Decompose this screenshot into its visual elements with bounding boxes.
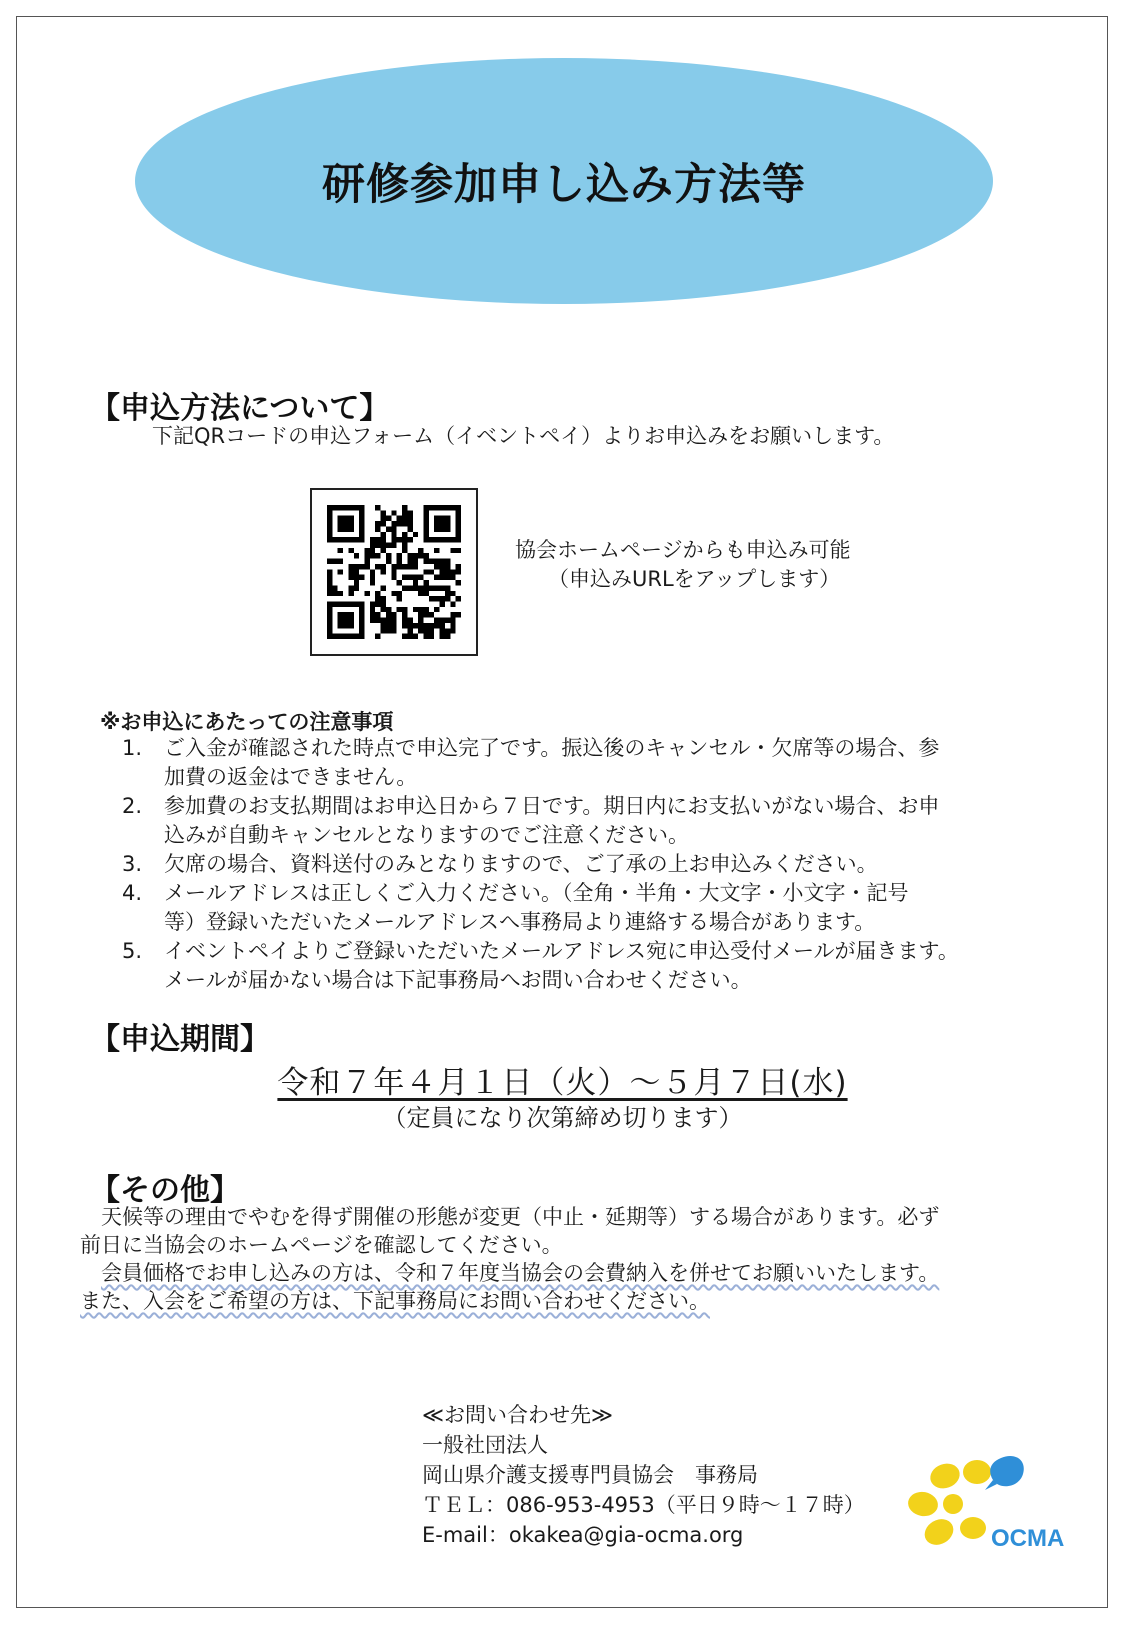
flower-logo-icon: [905, 1446, 1065, 1558]
note-item: [116, 879, 1056, 937]
other-p2-line1: 会員価格でお申し込みの方は、令和７年度当協会の会費納入を併せてお願いいたします。: [101, 1261, 940, 1285]
note-line: 参加費のお支払期間はお申込日から７日です。期日内にお支払いがない場合、お申: [164, 794, 940, 818]
note-item: [116, 850, 1056, 879]
homepage-note-line1: 協会ホームページからも申込み可能: [515, 538, 851, 562]
note-item: [116, 734, 1056, 792]
title-banner: [135, 58, 993, 304]
qr-code-icon: [327, 505, 461, 639]
apply-heading: 【申込方法について】: [90, 391, 390, 426]
note-item: [116, 792, 1056, 850]
note-number: 3.: [122, 852, 143, 876]
note-line: 加費の返金はできません。: [164, 765, 418, 789]
ocma-logo: [905, 1446, 1065, 1562]
other-heading: 【その他】: [90, 1173, 240, 1208]
contact-tel: ＴＥＬ：086-953-4953（平日９時～１７時）: [422, 1493, 865, 1517]
page-title: 研修参加申し込み方法等: [322, 159, 806, 210]
contact-org-name: 岡山県介護支援専門員協会 事務局: [422, 1463, 758, 1487]
apply-intro: 下記QRコードの申込フォーム（イベントペイ）よりお申込みをお願いします。: [152, 424, 895, 448]
note-number: 1.: [122, 736, 143, 760]
contact-email: E-mail：okakea@gia-ocma.org: [422, 1523, 744, 1547]
qr-code-frame: [310, 488, 478, 656]
notes-heading: ※お申込にあたっての注意事項: [100, 710, 394, 734]
contact-heading: ≪お問い合わせ先≫: [422, 1403, 613, 1427]
svg-text:OCMA: OCMA: [991, 1525, 1065, 1552]
note-line: 欠席の場合、資料送付のみとなりますので、ご了承の上お申込みください。: [164, 852, 878, 876]
note-line: メールが届かない場合は下記事務局へお問い合わせください。: [164, 968, 752, 992]
note-number: 2.: [122, 794, 143, 818]
period-range-line: [0, 1057, 1125, 1102]
other-body: [80, 1203, 1050, 1315]
other-p2-line2: また、入会をご希望の方は、下記事務局にお問い合わせください。: [80, 1289, 710, 1313]
note-number: 5.: [122, 939, 143, 963]
homepage-note-line2: （申込みURLをアップします）: [548, 567, 841, 591]
note-line: ご入金が確認された時点で申込完了です。振込後のキャンセル・欠席等の場合、参: [164, 736, 940, 760]
note-item: [116, 937, 1056, 995]
period-range: 令和７年４月１日（火）～５月７日(水): [277, 1065, 848, 1101]
period-heading: 【申込期間】: [90, 1022, 270, 1057]
other-p1-line2: 前日に当協会のホームページを確認してください。: [80, 1233, 563, 1257]
note-line: メールアドレスは正しくご入力ください。（全角・半角・大文字・小文字・記号: [164, 881, 909, 905]
contact-block: [422, 1400, 865, 1550]
note-line: イベントペイよりご登録いただいたメールアドレス宛に申込受付メールが届きます。: [164, 939, 959, 963]
other-p1-line1: 天候等の理由でやむを得ず開催の形態が変更（中止・延期等）する場合があります。必ず: [101, 1205, 940, 1229]
contact-org-type: 一般社団法人: [422, 1433, 548, 1457]
note-line: 等）登録いただいたメールアドレスへ事務局より連絡する場合があります。: [164, 910, 876, 934]
period-note: （定員になり次第締め切ります）: [382, 1104, 743, 1132]
note-number: 4.: [122, 881, 143, 905]
notes-list: [116, 734, 1056, 995]
homepage-note: [515, 536, 851, 594]
note-line: 込みが自動キャンセルとなりますのでご注意ください。: [164, 823, 689, 847]
